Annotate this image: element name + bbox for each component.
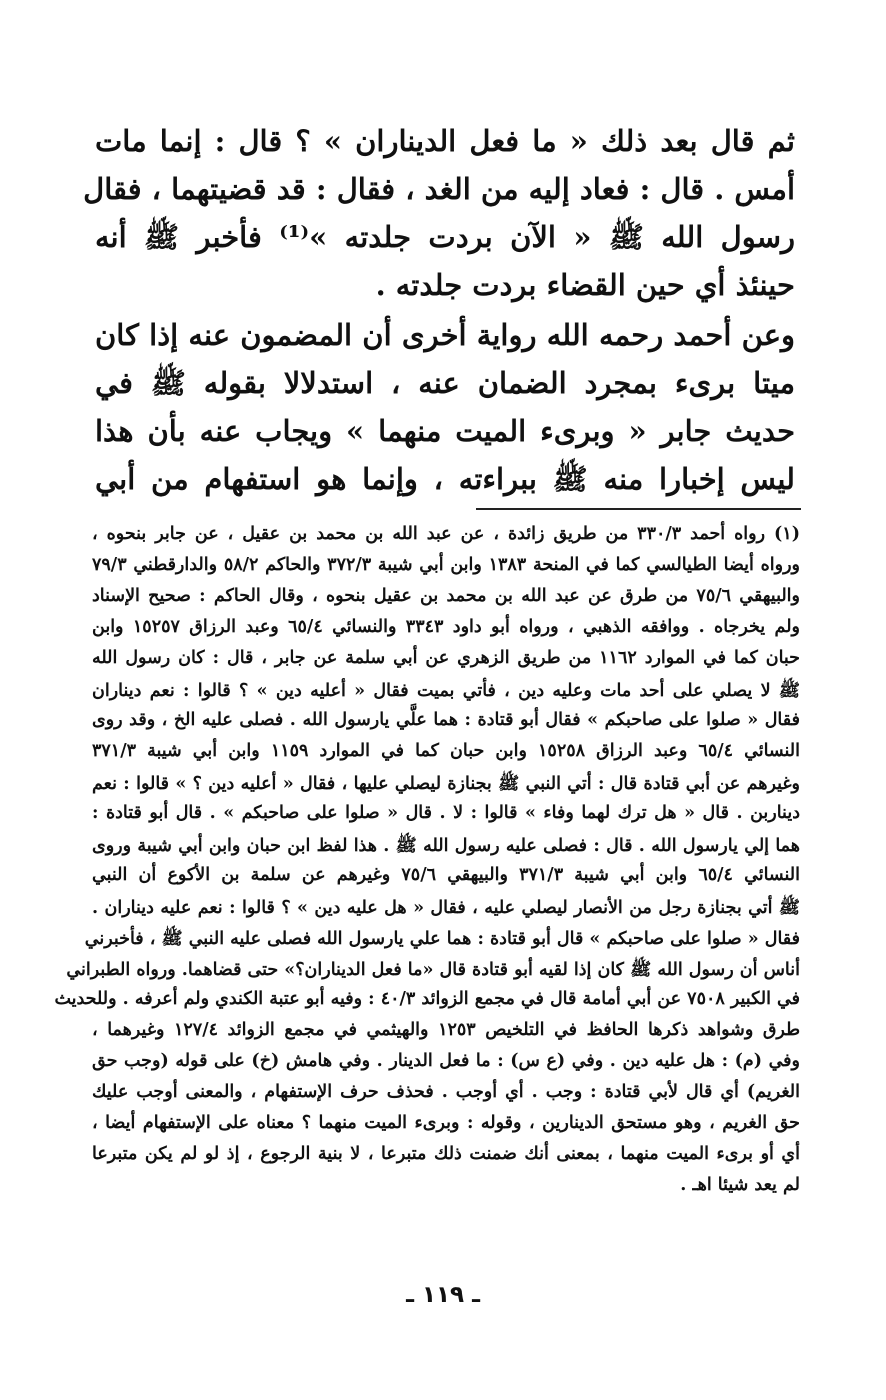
footnote-line: النسائي ٦٥/٤ وابن أبي شيبة ٣٧١/٣ والبيهقي ٧٥/٦ وغيرهم عن سلمة بن الأكوع أن النبي <box>92 865 800 885</box>
footnote-line: ورواه أيضا الطيالسي كما في المنحة ١٣٨٣ وابن أبي شيبة ٣٧٢/٣ والحاكم ٥٨/٢ والدارقطني ٧٩/٣ <box>92 555 801 575</box>
footnote-line: طرق وشواهد ذكرها الحافظ في التلخيص ١٢٥٣ والهيثمي في مجمع الزوائد ١٢٧/٤ وغيرهما ، <box>92 1020 801 1040</box>
main-text-line: حينئذ أي حين القضاء بردت جلدته . <box>375 268 795 302</box>
footnote-line: حبان كما في الموارد ١١٦٢ من طريق الزهري عن أبي سلمة عن جابر ، قال : كان رسول الله <box>92 648 800 668</box>
main-text-line: ثم قال بعد ذلك « ما فعل الديناران » ؟ قال : إنما مات <box>95 124 795 158</box>
main-text-line: ميتا برىء بمجرد الضمان عنه ، استدلالا بقوله ﷺ في <box>95 366 795 400</box>
main-text-line: حديث جابر « وبرىء الميت منهما » ويجاب عنه بأن هذا <box>95 414 795 448</box>
footnote-line: ﷺ لا يصلي على أحد مات وعليه دين ، فأتي بميت فقال « أعليه دين » ؟ قالوا : نعم ديناران <box>92 681 800 701</box>
footnote-line: وفي (م) : هل عليه دين . وفي (ع س) : ما فعل الدينار . وفي هامش (خ) على قوله (وجب حق <box>92 1051 800 1071</box>
main-text-line: ليس إخبارا منه ﷺ ببراءته ، وإنما هو استفهام من أبي <box>95 462 795 496</box>
main-text-line: رسول الله ﷺ « الآن بردت جلدته »⁽¹⁾ فأخبر ﷺ أنه <box>95 220 795 254</box>
footnote-line: هما إلي يارسول الله . قال : فصلى عليه رسول الله ﷺ . هذا لفظ ابن حبان وابن أبي شيبة وروى <box>92 836 800 856</box>
footnote-line: في الكبير ٧٥٠٨ عن أبي أمامة قال في مجمع الزوائد ٤٠/٣ : وفيه أبو عتبة الكندي ولم أعرفه . وللحديث <box>54 989 800 1009</box>
main-text-line: أمس . قال : فعاد إليه من الغد ، فقال : قد قضيتهما ، فقال <box>83 172 795 206</box>
footnote-line: ديناربن . قال « هل ترك لهما وفاء » قالوا : لا . قال « صلوا على صاحبكم » . قال أبو قتادة : <box>92 803 800 823</box>
footnote-line: فقال « صلوا على صاحبكم » قال أبو قتادة : هما علي يارسول الله فصلى عليه النبي ﷺ ، فأخبرني <box>84 929 800 949</box>
footnote-line: فقال « صلوا على صاحبكم » فقال أبو قتادة : هما علَّي يارسول الله . فصلى عليه الخ ، وقد روى <box>92 710 800 730</box>
footnote-line: وغيرهم عن أبي قتادة قال : أتي النبي ﷺ بجنازة ليصلي عليها ، فقال « أعليه دين ؟ » قالوا : نعم <box>92 774 800 794</box>
footnote-divider <box>476 508 801 510</box>
footnote-line: أناس أن رسول الله ﷺ كان إذا لقيه أبو قتادة قال «ما فعل الديناران؟» حتى قضاهما. ورواه الطبراني <box>66 960 800 980</box>
footnote-line: النسائي ٦٥/٤ وعبد الرزاق ١٥٢٥٨ وابن حبان كما في الموارد ١١٥٩ وابن أبي شيبة ٣٧١/٣ <box>92 741 800 761</box>
footnote-line: حق الغريم ، وهو مستحق الدينارين ، وقوله : وبرىء الميت منهما ؟ معناه على الإستفهام أيضا ، <box>92 1113 800 1133</box>
footnote-line: لم يعد شيئا اهـ . <box>680 1175 800 1195</box>
footnote-line: ﷺ أتي بجنازة رجل من الأنصار ليصلي عليه ، فقال « هل عليه دين » ؟ قالوا : نعم عليه ديناران . <box>92 898 800 918</box>
page-number: ـ ١١٩ ـ <box>406 1282 480 1308</box>
footnote-line: أي أو برىء الميت منهما ، بمعنى أنك ضمنت ذلك متبرعا ، لا بنية الرجوع ، إذ لو لم يكن متبرعا <box>92 1144 800 1164</box>
main-text-line: وعن أحمد رحمه الله رواية أخرى أن المضمون عنه إذا كان <box>95 318 795 352</box>
footnote-line: ولم يخرجاه . ووافقه الذهبي ، ورواه أبو داود ٣٣٤٣ والنسائي ٦٥/٤ وعبد الرزاق ١٥٢٥٧ وابن <box>92 617 800 637</box>
footnote-line: والبيهقي ٧٥/٦ من طرق عن عبد الله بن محمد بن عقيل بنحوه ، وقال الحاكم : صحيح الإسناد <box>92 586 800 606</box>
footnote-line: (١) رواه أحمد ٣٣٠/٣ من طريق زائدة ، عن عبد الله بن محمد بن عقيل ، عن جابر بنحوه ، <box>92 524 800 544</box>
footnote-line: الغريم) أي قال لأبي قتادة : وجب . أي أوجب . فحذف حرف الإستفهام ، والمعنى أوجب عليك <box>92 1082 800 1102</box>
